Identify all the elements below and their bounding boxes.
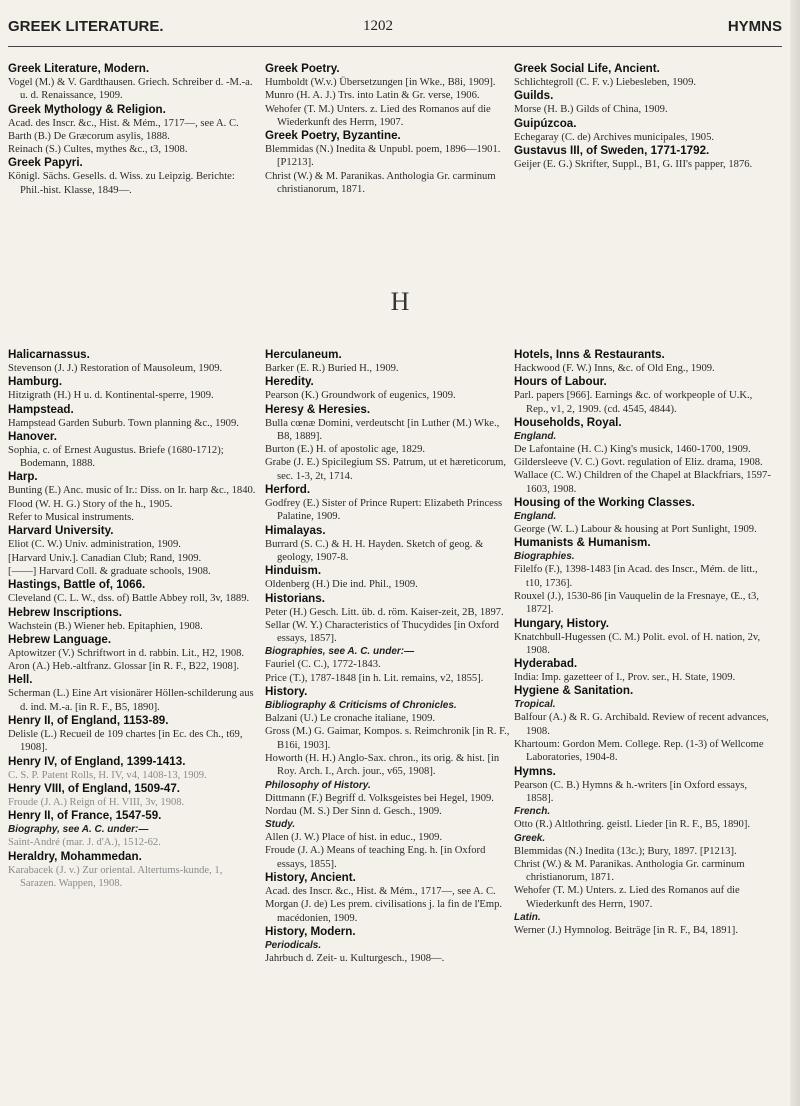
index-entry: Blemmidas (N.) Inedita & Unpubl. poem, 1896—1901. [P1213]. xyxy=(265,144,501,169)
index-entry: Christ (W.) & M. Paranikas. Anthologia Gr. carminum christianorum, 1871. xyxy=(265,170,496,196)
subheading: French. xyxy=(514,806,551,818)
subheading: Biographies, see A. C. under:— xyxy=(265,646,415,658)
index-entry: Flood (W. H. G.) Story of the h., 1905. xyxy=(8,498,173,510)
subheading: England. xyxy=(514,511,557,523)
page-edge xyxy=(790,0,800,1106)
index-entry: Eliot (C. W.) Univ. administration, 1909. xyxy=(8,539,181,551)
index-entry: Price (T.), 1787-1848 [in h. Lit. remains, v2, 1855]. xyxy=(265,672,484,684)
index-entry: Morse (H. B.) Gilds of China, 1909. xyxy=(514,104,668,116)
index-entry: Saint-André (mar. J. d'A.), 1512-62. xyxy=(8,837,161,849)
index-entry: Oldenberg (H.) Die ind. Phil., 1909. xyxy=(265,579,418,591)
index-entry: Froude (J. A.) Means of teaching Eng. h. [in Oxford essays, 1855]. xyxy=(265,845,486,870)
index-entry: Gross (M.) G. Gaimar, Kompos. s. Reimchronik [in R. F., B16i, 1903]. xyxy=(265,726,510,751)
subject-heading: Hastings, Battle of, 1066. xyxy=(8,578,146,592)
subject-heading: Henry II, of England, 1153-89. xyxy=(8,714,169,728)
index-entry: Pearson (C. B.) Hymns & h.-writers [in Oxford essays, 1858]. xyxy=(514,779,748,804)
index-entry: India: Imp. gazetteer of I., Prov. ser., H. State, 1909. xyxy=(514,672,736,684)
subject-heading: Henry II, of France, 1547-59. xyxy=(8,809,162,823)
subject-heading: Hours of Labour. xyxy=(514,375,607,389)
subject-heading: Heresy & Heresies. xyxy=(265,402,371,416)
index-entry: Froude (J. A.) Reign of H. VIII, 3v, 1908. xyxy=(8,796,185,808)
subject-heading: Guipúzcoa. xyxy=(514,116,577,130)
subject-heading: Hygiene & Sanitation. xyxy=(514,684,634,698)
header-rule xyxy=(8,46,782,47)
subheading: Study. xyxy=(265,819,296,831)
index-entry: Wallace (C. W.) Children of the Chapel at Blackfriars, 1597-1603, 1908. xyxy=(514,470,771,495)
index-entry: Balfour (A.) & R. G. Archibald. Review of recent advances, 1908. xyxy=(514,712,769,737)
subheading: Biographies. xyxy=(514,551,575,563)
index-entry: Gildersleeve (V. C.) Govt. regulation of Eliz. drama, 1908. xyxy=(514,457,763,469)
subheading: Biography, see A. C. under:— xyxy=(8,824,149,836)
top-column-3 xyxy=(514,62,776,171)
index-entry: Karabacek (J. v.) Zur oriental. Altertums-kunde, 1, Sarazen. Wappen, 1908. xyxy=(8,864,223,889)
bottom-column-2 xyxy=(265,348,510,965)
subject-heading: Hyderabad. xyxy=(514,657,578,671)
index-entry: Parl. papers [966]. Earnings &c. of workpeople of U.K., Rep., v1, 2, 1909. (cd. 4545, 4844). xyxy=(514,390,753,415)
index-entry: Sophia, c. of Ernest Augustus. Briefe (1680-1712); Bodemann, 1888. xyxy=(8,444,224,470)
section-letter: H xyxy=(390,287,410,316)
index-entry: Geijer (E. G.) Skrifter, Suppl., B1, G. III's papper, 1876. xyxy=(514,158,753,170)
header-right: HYMNS xyxy=(727,18,782,35)
subject-heading: Herculaneum. xyxy=(265,348,342,361)
subject-heading: Hymns. xyxy=(514,764,556,778)
subject-heading: Himalayas. xyxy=(265,523,326,537)
index-entry: C. S. P. Patent Rolls, H. IV, v4, 1408-13, 1909. xyxy=(8,769,207,781)
index-entry: Refer to Musical instruments. xyxy=(8,512,134,524)
index-entry: Hampstead Garden Suburb. Town planning &c., 1909. xyxy=(8,417,239,429)
subheading: Bibliography & Criticisms of Chronicles. xyxy=(265,700,457,712)
subject-heading: Housing of the Working Classes. xyxy=(514,496,695,510)
index-entry: Bulla cœnæ Domini, verdeutscht [in Luther (M.) Wke., B8, 1889]. xyxy=(265,417,500,442)
subject-heading: Greek Papyri. xyxy=(8,156,83,170)
index-entry: Burrard (S. C.) & H. H. Hayden. Sketch of geog. & geology, 1907-8. xyxy=(265,538,484,563)
index-entry: Rouxel (J.), 1530-86 [in Vauquelin de la Fresnaye, Œ., t3, 1872]. xyxy=(514,590,759,616)
index-entry: Humboldt (W.v.) Übersetzungen [in Wke., B8i, 1909]. xyxy=(265,77,496,88)
subheading: Tropical. xyxy=(514,699,556,711)
subject-heading: Hungary, History. xyxy=(514,616,609,630)
top-column-1 xyxy=(8,62,260,197)
top-column-2 xyxy=(265,62,510,196)
subject-heading: Greek Social Life, Ancient. xyxy=(514,62,660,75)
index-entry: Filelfo (F.), 1398-1483 [in Acad. des Inscr., Mém. de litt., t10, 1736]. xyxy=(514,564,758,589)
index-entry: Cleveland (C. L. W., dss. of) Battle Abbey roll, 3v, 1889. xyxy=(8,593,250,605)
index-entry: Aron (A.) Heb.-altfranz. Glossar [in R. F., B22, 1908]. xyxy=(8,661,239,673)
subject-heading: Humanists & Humanism. xyxy=(514,536,651,550)
index-entry: Wehofer (T. M.) Unters. z. Lied des Romanos auf die Wiederkunft des Herrn, 1907. xyxy=(514,885,740,910)
subject-heading: Greek Literature, Modern. xyxy=(8,62,150,75)
index-entry: Königl. Sächs. Gesells. d. Wiss. zu Leipzig. Berichte: Phil.-hist. Klasse, 1849—. xyxy=(8,171,235,196)
index-entry: Pearson (K.) Groundwork of eugenics, 1909. xyxy=(265,390,456,402)
subheading: Periodicals. xyxy=(265,939,322,951)
index-entry: Balzani (U.) Le cronache italiane, 1909. xyxy=(265,713,436,725)
subject-heading: Harp. xyxy=(8,470,38,484)
subject-heading: Greek Poetry. xyxy=(265,62,340,75)
index-entry: Godfrey (E.) Sister of Prince Rupert: Elizabeth Princess Palatine, 1909. xyxy=(265,498,503,523)
index-entry: Christ (W.) & M. Paranikas. Anthologia Gr. carminum christianorum, 1871. xyxy=(514,858,745,884)
index-entry: Werner (J.) Hymnolog. Beiträge [in R. F., B4, 1891]. xyxy=(514,925,738,937)
index-entry: Dittmann (F.) Begriff d. Volksgeistes bei Hegel, 1909. xyxy=(265,792,494,804)
index-entry: Otto (R.) Altlothring. geistl. Lieder [in R. F., B5, 1890]. xyxy=(514,819,751,831)
subject-heading: Guilds. xyxy=(514,89,554,103)
page-number: 1202 xyxy=(363,18,393,34)
subheading: England. xyxy=(514,430,557,442)
index-entry: Acad. des Inscr. &c., Hist. & Mém., 1717—, see A. C. xyxy=(265,886,496,898)
index-entry: Burton (E.) H. of apostolic age, 1829. xyxy=(265,444,426,456)
index-entry: Echegaray (C. de) Archives municipales, 1905. xyxy=(514,131,715,143)
subject-heading: Heredity. xyxy=(265,375,314,389)
subject-heading: History. xyxy=(265,685,308,699)
index-entry: Scherman (L.) Eine Art visionärer Höllen-schilderung aus d. ind. M.-a. [in R. F., B5, 1890]. xyxy=(8,688,254,713)
index-entry: Aptowitzer (V.) Schriftwort in d. rabbin. Lit., H2, 1908. xyxy=(8,647,245,659)
bottom-column-3 xyxy=(514,348,776,937)
index-entry: Barth (B.) De Græcorum asylis, 1888. xyxy=(8,130,170,142)
subject-heading: History, Modern. xyxy=(265,924,356,938)
subject-heading: Hanover. xyxy=(8,429,57,443)
index-entry: Knatchbull-Hugessen (C. M.) Polit. evol. of H. nation, 2v, 1908. xyxy=(514,631,761,656)
index-entry: Jahrbuch d. Zeit- u. Kulturgesch., 1908—. xyxy=(265,952,445,964)
index-entry: Peter (H.) Gesch. Litt. üb. d. röm. Kaiser-zeit, 2B, 1897. xyxy=(265,606,504,618)
subject-heading: Harvard University. xyxy=(8,524,114,538)
subject-heading: Hell. xyxy=(8,673,33,687)
subject-heading: Henry VIII, of England, 1509-47. xyxy=(8,781,181,795)
index-entry: Vogel (M.) & V. Gardthausen. Griech. Schreiber d. -M.-a. u. d. Renaissance, 1909. xyxy=(8,77,253,102)
subject-heading: Halicarnassus. xyxy=(8,348,90,361)
index-entry: Hackwood (F. W.) Inns, &c. of Old Eng., 1909. xyxy=(514,363,715,374)
subject-heading: Heraldry, Mohammedan. xyxy=(8,849,142,863)
index-entry: Khartoum: Gordon Mem. College. Rep. (1-3) of Wellcome Laboratories, 1904-8. xyxy=(514,739,764,764)
index-entry: Blemmidas (N.) Inedita (13c.); Bury, 1897. [P1213]. xyxy=(514,845,737,857)
subject-heading: Hampstead. xyxy=(8,402,74,416)
subheading: Greek. xyxy=(514,832,546,844)
bottom-column-1 xyxy=(8,348,260,890)
index-entry: Grabe (J. E.) Spicilegium SS. Patrum, ut et hæreticorum, sec. 1-3, 2t, 1714. xyxy=(265,457,506,482)
subject-heading: Hebrew Inscriptions. xyxy=(8,605,123,619)
subject-heading: History, Ancient. xyxy=(265,871,356,885)
index-entry: Bunting (E.) Anc. music of Ir.: Diss. on Ir. harp &c., 1840. xyxy=(8,485,256,497)
header-left: GREEK LITERATURE. xyxy=(8,18,164,35)
subject-heading: Hinduism. xyxy=(265,564,322,578)
index-entry: Barker (E. R.) Buried H., 1909. xyxy=(265,363,399,374)
index-entry: Sellar (W. Y.) Characteristics of Thucydides [in Oxford essays, 1857]. xyxy=(265,619,499,645)
index-entry: Wachstein (B.) Wiener heb. Epitaphien, 1908. xyxy=(8,620,203,632)
index-entry: Fauriel (C. C.), 1772-1843. xyxy=(265,659,381,671)
index-entry: George (W. L.) Labour & housing at Port Sunlight, 1909. xyxy=(514,524,757,536)
subject-heading: Households, Royal. xyxy=(514,415,622,429)
subject-heading: Greek Poetry, Byzantine. xyxy=(265,129,401,143)
subject-heading: Hamburg. xyxy=(8,375,63,389)
index-entry: Munro (H. A. J.) Trs. into Latin & Gr. verse, 1906. xyxy=(265,90,480,102)
index-entry: Nordau (M. S.) Der Sinn d. Gesch., 1909. xyxy=(265,805,442,817)
index-entry: Morgan (J. de) Les prem. civilisations j. la fin de l'Emp. macédonien, 1909. xyxy=(265,899,503,924)
subject-heading: Gustavus III, of Sweden, 1771-1792. xyxy=(514,143,710,157)
index-entry: De Lafontaine (H. C.) King's musick, 1460-1700, 1909. xyxy=(514,443,751,455)
index-entry: Stevenson (J. J.) Restoration of Mausoleum, 1909. xyxy=(8,363,223,374)
index-entry: Reinach (S.) Cultes, mythes &c., t3, 1908. xyxy=(8,144,188,156)
index-entry: Wehofer (T. M.) Unters. z. Lied des Romanos auf die Wiederkunft des Herrn, 1907. xyxy=(265,103,491,128)
index-entry: [——] Harvard Coll. & graduate schools, 1908. xyxy=(8,565,211,577)
index-entry: Howorth (H. H.) Anglo-Sax. chron., its orig. & hist. [in Roy. Arch. I., Arch. jour., v65, 1908]. xyxy=(265,752,500,778)
subject-heading: Hotels, Inns & Restaurants. xyxy=(514,348,665,361)
index-entry: Schlichtegroll (C. F. v.) Liebesleben, 1909. xyxy=(514,77,697,88)
subheading: Philosophy of History. xyxy=(265,779,371,791)
index-entry: Acad. des Inscr. &c., Hist. & Mém., 1717—, see A. C. xyxy=(8,117,239,129)
index-entry: [Harvard Univ.]. Canadian Club; Rand, 1909. xyxy=(8,552,202,564)
subject-heading: Herford. xyxy=(265,483,311,497)
subject-heading: Historians. xyxy=(265,591,325,605)
subject-heading: Greek Mythology & Religion. xyxy=(8,102,166,116)
subject-heading: Henry IV, of England, 1399-1413. xyxy=(8,754,186,768)
subheading: Latin. xyxy=(514,912,541,924)
index-entry: Delisle (L.) Recueil de 109 chartes [in Ec. des Ch., t69, 1908]. xyxy=(8,729,243,754)
index-entry: Hitzigrath (H.) H u. d. Kontinental-sperre, 1909. xyxy=(8,390,214,402)
index-entry: Allen (J. W.) Place of hist. in educ., 1909. xyxy=(265,832,443,844)
running-header xyxy=(8,18,782,40)
subject-heading: Hebrew Language. xyxy=(8,632,112,646)
